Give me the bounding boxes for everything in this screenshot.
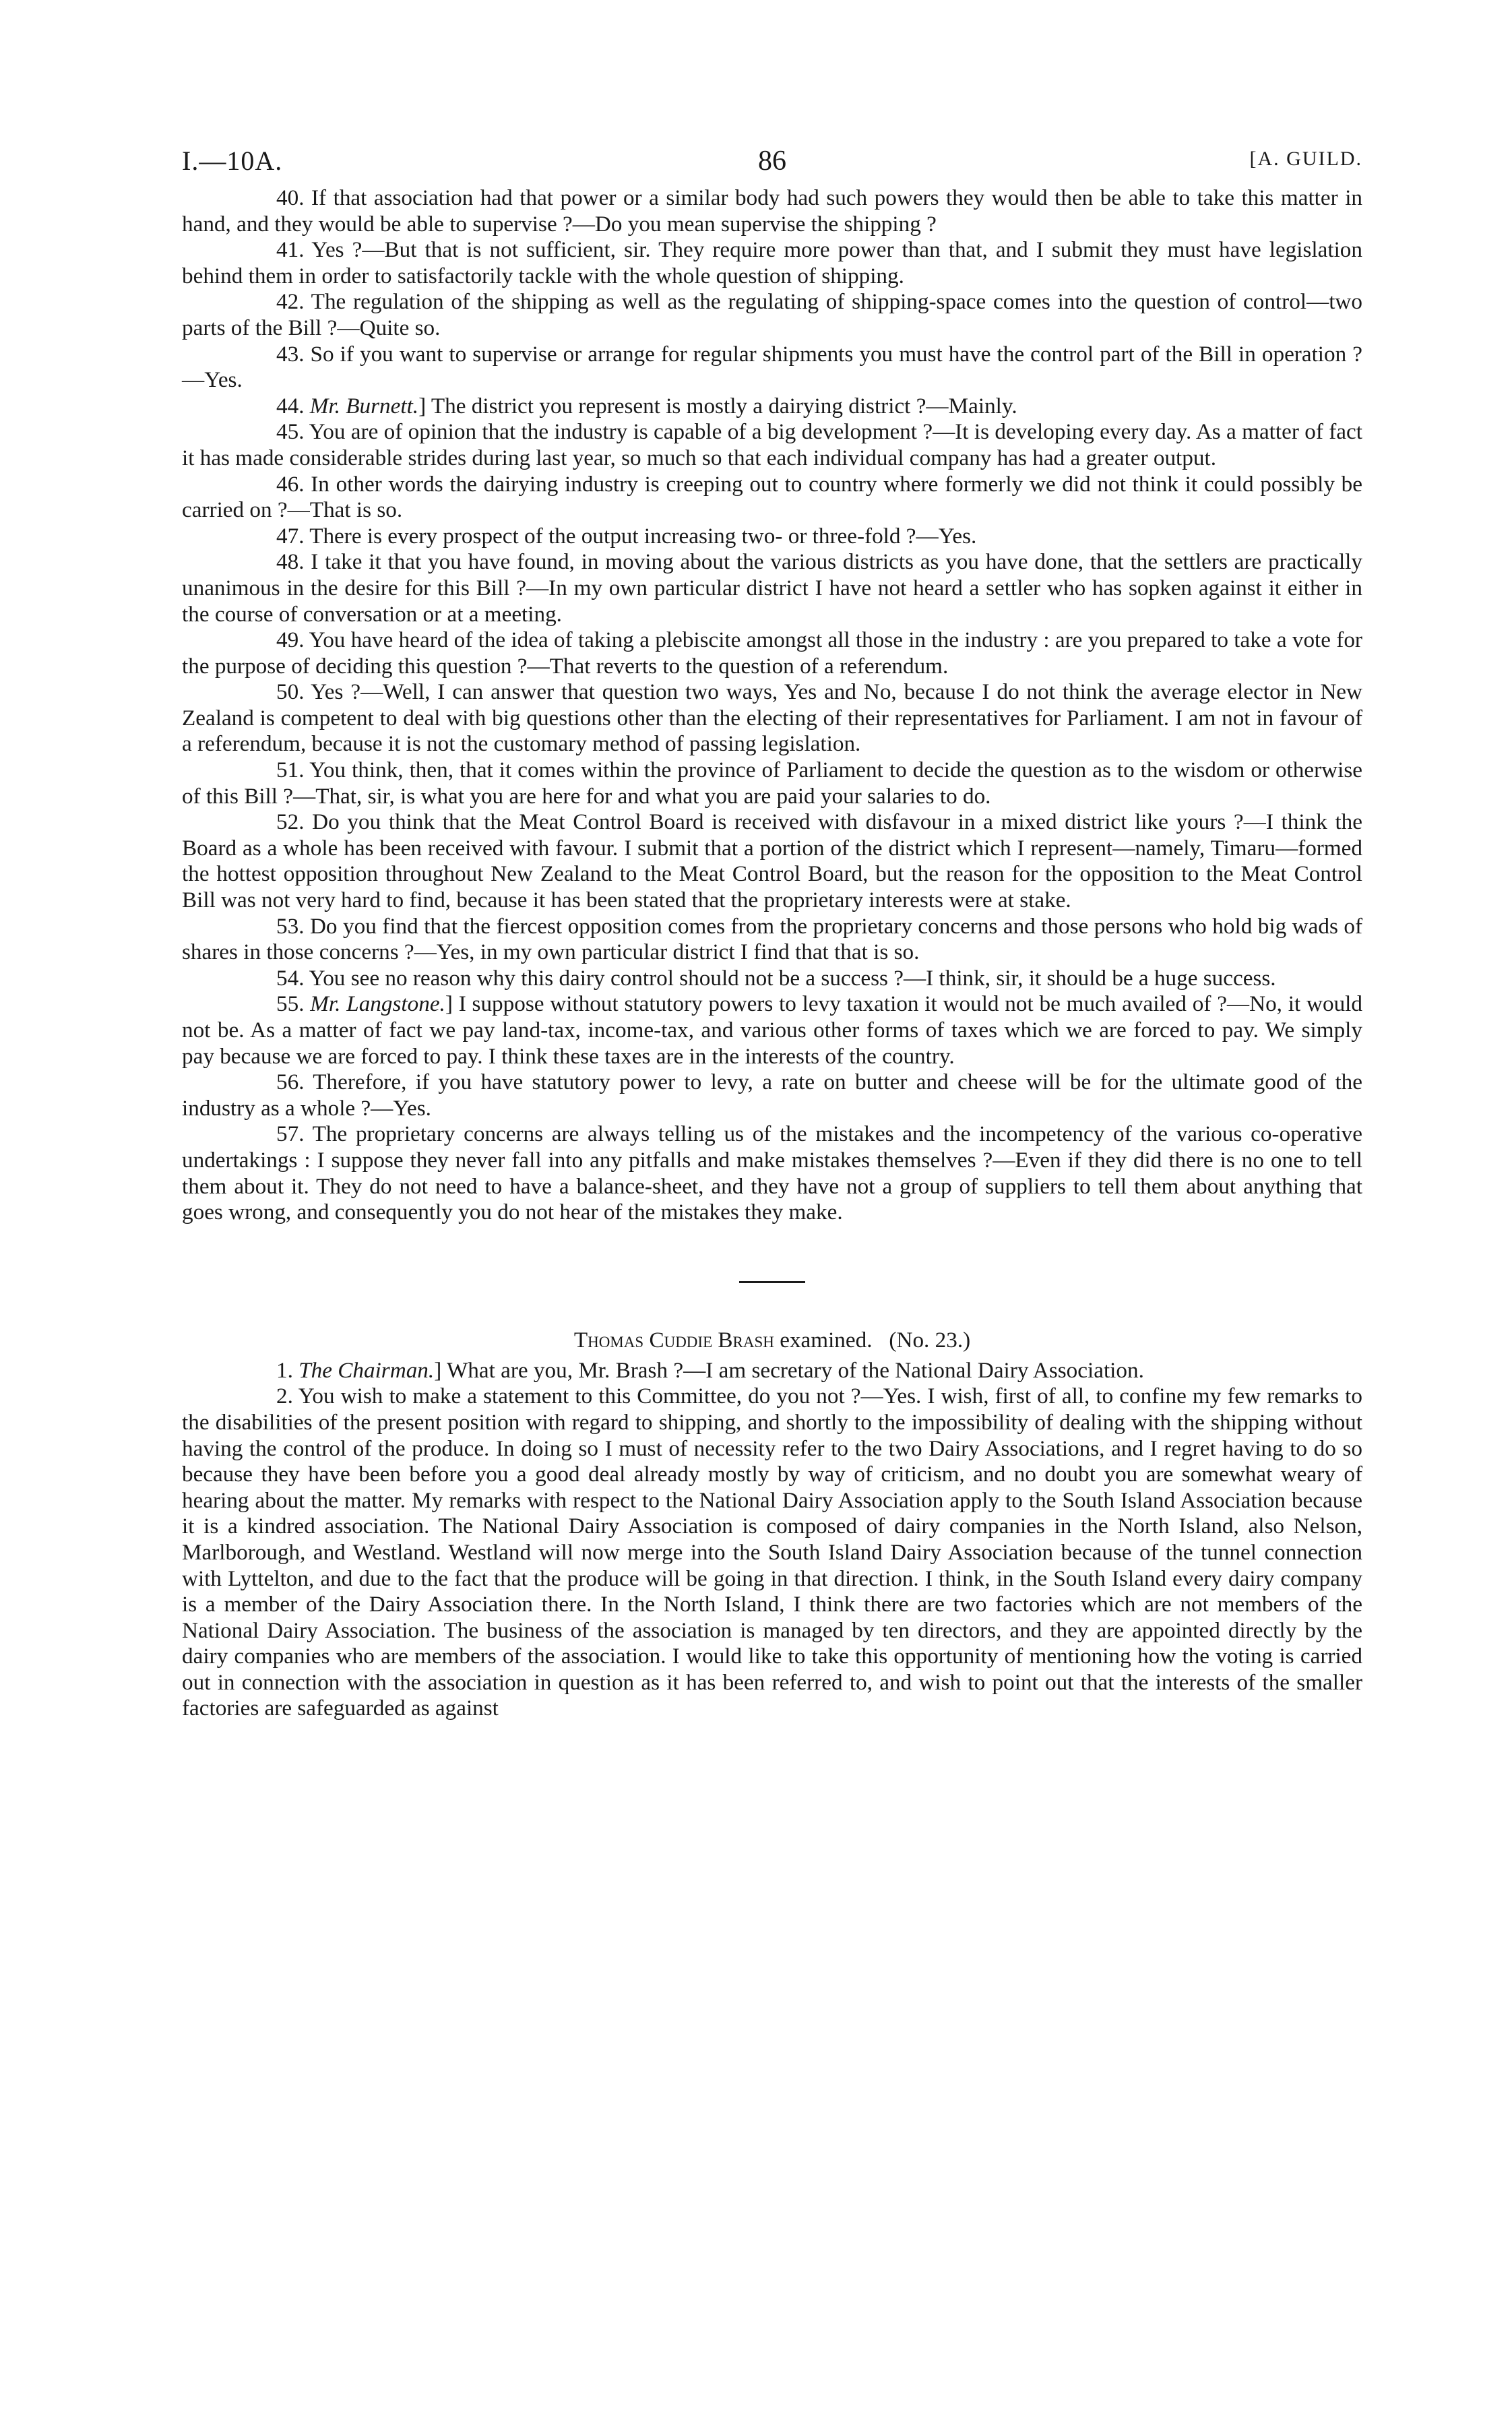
- question-paragraph: [182, 1384, 1362, 1722]
- testimony-section-guild: [182, 185, 1362, 1226]
- question-number: 1.: [276, 1357, 293, 1383]
- page-number: 86: [758, 146, 786, 177]
- question-paragraph: [182, 966, 1362, 992]
- question-paragraph: [182, 1069, 1362, 1121]
- question-paragraph: [182, 524, 1362, 550]
- question-text: Do you find that the fiercest opposition comes from the proprietary concerns and those persons who hold big wads of shares in those concerns ?—Yes, in my own particular district I find that that is so.: [182, 913, 1362, 965]
- question-number: 46.: [276, 471, 305, 497]
- speaker-name: Mr. Burnett.: [309, 393, 419, 418]
- question-text: You see no reason why this dairy control should not be a success ?—I think, sir, it should be a huge success.: [309, 965, 1276, 991]
- question-paragraph: [182, 809, 1362, 913]
- question-paragraph: 44. Mr. Burnett.] The district you represent is mostly a dairying district ?—Mainly.: [276, 393, 1017, 418]
- question-number: 55.: [276, 991, 305, 1017]
- question-paragraph: [182, 237, 1362, 289]
- question-paragraph: [182, 627, 1362, 679]
- question-text: In other words the dairying industry is creeping out to country where formerly we did not think it could possibly be carried on ?—That is so.: [182, 471, 1363, 523]
- question-number: 49.: [276, 627, 305, 653]
- question-number: 56.: [276, 1069, 305, 1095]
- question-text: You wish to make a statement to this Committee, do you not ?—Yes. I wish, first of all, to confine my few remarks to the disabilities of the present position with regard to shipping, and shortly to the impossibility of dealing with the shipping without having the control of the produce. In doing so I must of necessity refer to the two Dairy Associations, and I regret having to do so because they have been before you a good deal already mostly by way of criticism, and no doubt you are somewhat weary of hearing about the matter. My remarks with respect to the National Dairy Association apply to the South Island Association because it is a kindred association. The National Dairy Association is composed of dairy companies in the North Island, also Nelson, Marlborough, and Westland. Westland will now merge into the South Island Dairy Association because of the tunnel connection with Lyttelton, and due to the fact that the produce will be going in that direction. I think, in the South Island every dairy company is a member of the Dairy Association there. In the North Island, I think there are two factories which are not members of the National Dairy Association. The business of the association is managed by ten directors, and they are appointed directly by the dairy companies who are members of the association. I would like to take this opportunity of mentioning how the voting is carried out in connection with the association in question as it has been referred to, and wish to point out that the interests of the smaller factories are safeguarded as against: [182, 1384, 1362, 1721]
- question-text: The regulation of the shipping as well as the regulating of shipping-space comes into the question of control—two parts of the Bill ?—Quite so.: [182, 289, 1362, 340]
- witness-reference: [A. GUILD.: [1249, 148, 1362, 170]
- question-number: 57.: [276, 1121, 305, 1147]
- question-text: I suppose without statutory powers to levy taxation it would not be much availed of ?—No, it would not be. As a matter of fact we pay land-tax, income-tax, and various other forms of taxes which we are forced to pay. We simply pay because we are forced to pay. I think these taxes are in the interests of the country.: [182, 991, 1362, 1069]
- question-paragraph: [182, 914, 1362, 966]
- question-text: Yes ?—But that is not sufficient, sir. They require more power than that, and I submit they must have legislation behind them in order to satisfactorily tackle with the whole question of shipping.: [182, 237, 1362, 288]
- question-text: If that association had that power or a similar body had such powers they would then be able to take this matter in hand, and they would be able to supervise ?—Do you mean supervise the shipping ?: [182, 185, 1363, 237]
- speaker-name: Mr. Langstone.: [310, 991, 445, 1017]
- question-number: 48.: [276, 549, 305, 575]
- question-number: 50.: [276, 679, 305, 705]
- question-number: 53.: [276, 913, 305, 939]
- question-paragraph: [182, 289, 1362, 341]
- question-text: Do you think that the Meat Control Board is received with disfavour in a mixed district like yours ?—I think the Board as a whole has been received with favour. I submit that a portion of the district which I represent—namely, Timaru—formed the hottest opposition throughout New Zealand to the Meat Control Board, but the reason for the opposition to the Meat Control Bill was not very hard to find, because it has been stated that the proprietary interests were at stake.: [182, 809, 1363, 913]
- question-paragraph: 55. Mr. Langstone.] I suppose without statutory powers to levy taxation it would not be much availed of ?—No, it would not be. As a matter of fact we pay land-tax, income-tax, and various other forms of taxes which we are forced to pay. We simply pay because we are forced to pay. I think these taxes are in the interests of the country.: [182, 991, 1362, 1069]
- question-number: 42.: [276, 289, 305, 315]
- question-number: 40.: [276, 185, 305, 210]
- speaker-name: The Chairman.: [298, 1357, 435, 1383]
- question-paragraph: [182, 1121, 1362, 1225]
- testimony-section-brash: [182, 1358, 1362, 1722]
- question-text: There is every prospect of the output increasing two- or three-fold ?—Yes.: [309, 523, 977, 549]
- question-paragraph: [182, 757, 1362, 809]
- question-paragraph: [182, 679, 1362, 757]
- question-number: 41.: [276, 237, 305, 263]
- question-text: So if you want to supervise or arrange for regular shipments you must have the control part of the Bill in operation ?—Yes.: [182, 341, 1362, 393]
- question-paragraph: [182, 419, 1362, 471]
- witness-number: (No. 23.): [889, 1327, 971, 1353]
- question-number: 45.: [276, 419, 305, 445]
- question-number: 44.: [276, 393, 305, 418]
- question-paragraph: [182, 549, 1362, 627]
- question-number: 43.: [276, 341, 305, 367]
- witness-examined: examined.: [780, 1327, 873, 1353]
- question-text: The district you represent is mostly a dairying district ?—Mainly.: [431, 393, 1017, 418]
- question-text: You have heard of the idea of taking a plebiscite amongst all those in the industry : are you prepared to take a vote for the purpose of deciding this question ?—That reverts to the question of a referendum.: [182, 627, 1362, 679]
- document-page: [182, 145, 1362, 1722]
- question-number: 52.: [276, 809, 305, 835]
- question-text: Therefore, if you have statutory power to levy, a rate on butter and cheese will be for the ultimate good of the industry as a whole ?—Yes.: [182, 1069, 1362, 1121]
- question-text: The proprietary concerns are always telling us of the mistakes and the incompetency of the various co-operative undertakings : I suppose they never fall into any pitfalls and make mistakes themselves ?—Even if they did there is no one to tell them about it. They do not need to have a balance-sheet, and they have not a group of suppliers to tell them about anything that goes wrong, and consequently you do not hear of the mistakes they make.: [182, 1121, 1362, 1225]
- question-text: You are of opinion that the industry is capable of a big development ?—It is developing every day. As a matter of fact it has made considerable strides during last year, so much so that each individual company has had a greater output.: [182, 419, 1362, 470]
- page-header: [182, 145, 1362, 185]
- question-number: 47.: [276, 523, 305, 549]
- question-text: Yes ?—Well, I can answer that question two ways, Yes and No, because I do not think the average elector in New Zealand is competent to deal with big questions other than the electing of their representatives for Parliament. I am not in favour of a referendum, because it is not the customary method of passing legislation.: [182, 679, 1362, 757]
- section-divider: [182, 1226, 1362, 1327]
- question-paragraph: 1. The Chairman.] What are you, Mr. Brash ?—I am secretary of the National Dairy Association.: [276, 1357, 1144, 1383]
- witness-name: Thomas Cuddie Brash: [573, 1327, 774, 1353]
- question-paragraph: [182, 185, 1362, 237]
- question-text: What are you, Mr. Brash ?—I am secretary of the National Dairy Association.: [446, 1357, 1144, 1383]
- divider-rule: [739, 1281, 805, 1283]
- question-number: 54.: [276, 965, 305, 991]
- question-number: 51.: [276, 757, 305, 783]
- question-paragraph: [182, 342, 1362, 394]
- witness-heading: [182, 1327, 1362, 1354]
- question-text: You think, then, that it comes within the province of Parliament to decide the question as to the wisdom or otherwise of this Bill ?—That, sir, is what you are here for and what you are paid your salaries to do.: [182, 757, 1362, 809]
- question-paragraph: [182, 472, 1362, 524]
- paper-reference: I.—10A.: [182, 146, 283, 176]
- question-text: I take it that you have found, in moving about the various districts as you have done, that the settlers are practically unanimous in the desire for this Bill ?—In my own particular district I have not heard a settler who has sopken against it either in the course of conversation or at a meeting.: [182, 549, 1362, 627]
- question-number: 2.: [276, 1384, 293, 1409]
